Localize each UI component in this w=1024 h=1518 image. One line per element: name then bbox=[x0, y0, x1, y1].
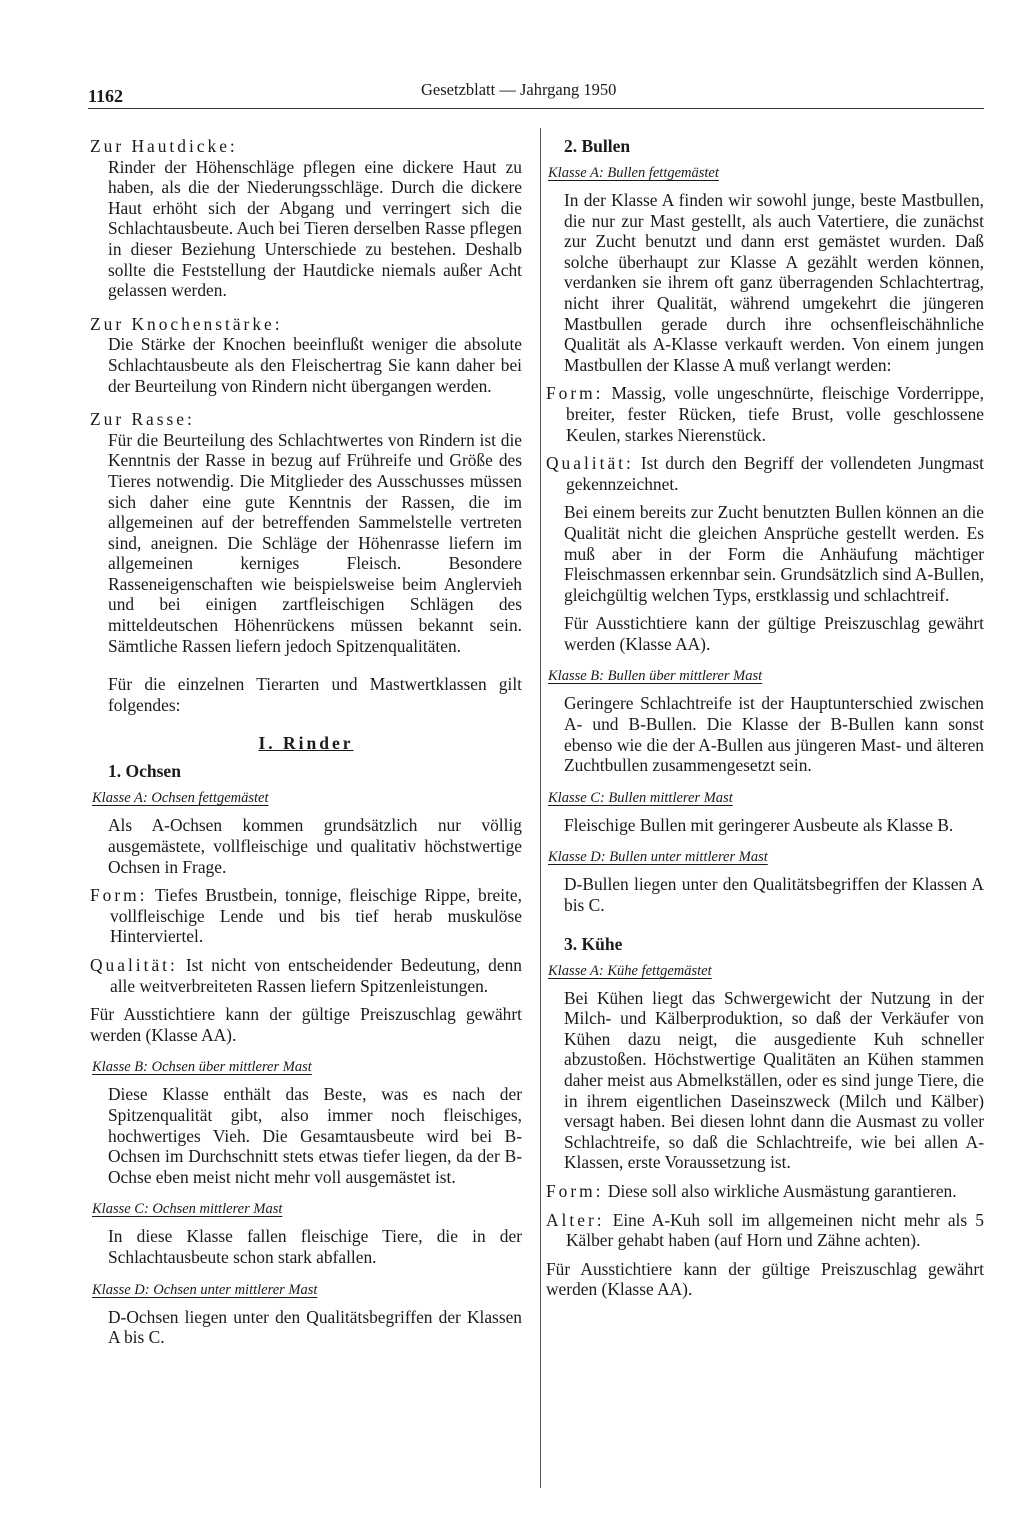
header-rule bbox=[88, 108, 984, 109]
klasse-label-bullen-d: Klasse D: Bullen unter mittlerer Mast bbox=[548, 849, 768, 866]
klasse-label-bullen-b: Klasse B: Bullen über mittlerer Mast bbox=[548, 668, 763, 685]
kuehe-a-alter bbox=[546, 1210, 984, 1251]
term-qualitaet: Qualität: bbox=[546, 453, 634, 474]
klasse-label-bullen-a: Klasse A: Bullen fettgemästet bbox=[548, 165, 719, 181]
left-column bbox=[90, 128, 522, 1348]
paragraph-ochsen-aa: Für Ausstichtiere kann der gültige Preiszuschlag gewährt werden (Klasse AA). bbox=[90, 1004, 522, 1045]
page-number: 1162 bbox=[88, 86, 124, 106]
kuehe-a-form-text: Diese soll also wirkliche Ausmästung garantieren. bbox=[607, 1180, 957, 1201]
section-label-hautdicke: Zur Hautdicke: bbox=[90, 136, 238, 156]
paragraph-bullen-zucht: Bei einem bereits zur Zucht benutzten Bullen können an die Qualität nicht die gleichen Ansprüche gestellt werden. Es muß aber in der Form die Anhäufung mächtiger Fleischmassen erkennbar sein. Grundsätzlich sind A-Bullen, gleichgültig welchen Typs, erstklassig und schlachtreif. bbox=[564, 502, 984, 605]
bullen-a-form-text: Massig, volle ungeschnürte, fleischige Vorderrippe, breiter, fester Rücken, tiefe Brust, volle geschlossene Keulen, starkes Nierenstück. bbox=[566, 383, 984, 445]
paragraph-ochsen-a: Als A-Ochsen kommen grundsätzlich nur völlig ausgemästete, vollfleischige und qualitativ höchstwertige Ochsen in Frage. bbox=[108, 815, 522, 877]
paragraph-hautdicke: Rinder der Höhenschläge pflegen eine dickere Haut zu haben, als die der Niederungsschläge. Durch die dickere Haut erhöht sich der Abgang und verringert sich die Schlachtausbeute. Auch bei Tieren derselben Rasse pflegen in dieser Beziehung Unterschiede zu bestehen. Deshalb sollte die Feststellung der Hautdicke niemals außer Acht gelassen werden. bbox=[108, 156, 522, 301]
bullen-a-qualitaet-text: Ist durch den Begriff der vollendeten Jungmast gekennzeichnet. bbox=[566, 453, 984, 494]
paragraph-rasse: Für die Beurteilung des Schlachtwertes von Rindern ist die Kenntnis der Rasse in bezug auf Frühreife und Größe des Tieres notwendig. Die Mitglieder des Ausschusses müssen sich daher eine gute Kenntnis der Rassen, die im allgemeinen auf der betreffenden Sammelstelle vertreten sind, aneignen. Die Schläge der Höhenrasse liefern im allgemeinen kerniges Fleisch. Besondere Rasseneigenschaften wie beispielsweise beim Anglervieh und bei einigen zartfleischigen Schlägen des mitteldeutschen Höhenrückens müssen bekannt sein. Sämtliche Rassen liefern jedoch Spitzenqualitäten. bbox=[108, 429, 522, 656]
heading-ochsen: 1. Ochsen bbox=[108, 761, 181, 782]
running-title: Gesetzblatt — Jahrgang 1950 bbox=[421, 80, 617, 99]
kuehe-a-form bbox=[546, 1181, 984, 1202]
paragraph-kuehe-a: Bei Kühen liegt das Schwergewicht der Nutzung in der Milch- und Kälberproduktion, so daß der Verkäufer von Kühen dazu neigt, die ausgediente Kuh schneller abzustoßen. Höchstwertige Qualitäten an Kühen stammen daher meist aus Abmelkställen, oder es sind junge Tiere, die in ihrem eigentlichen Daseinszweck (Milch und Kälber) versagt haben. Bei diesen lohnt dann die Ausmast zu voller Schlachtreife, so daß die Schlachtreife, wie bei allen A-Klassen, erste Voraussetzung ist. bbox=[564, 987, 984, 1173]
kuehe-a-alter-text: Eine A-Kuh soll im allgemeinen nicht mehr als 5 Kälber gehabt haben (auf Horn und Zähne achten). bbox=[566, 1209, 984, 1251]
term-alter: Alter: bbox=[546, 1209, 605, 1230]
klasse-label-bullen-c: Klasse C: Bullen mittlerer Mast bbox=[548, 789, 733, 806]
section-label-rasse: Zur Rasse: bbox=[90, 409, 195, 430]
paragraph-ochsen-d: D-Ochsen liegen unter den Qualitätsbegriffen der Klassen A bis C. bbox=[108, 1306, 522, 1348]
column-divider bbox=[540, 128, 541, 1488]
section-label-knochenstaerke: Zur Knochenstärke: bbox=[90, 313, 283, 334]
paragraph-ochsen-b: Diese Klasse enthält das Beste, was es nach der Spitzenqualität gibt, also immer noch fleischiges, hochwertiges Vieh. Die Gesamtausbeute wird bei B-Ochsen im Durchschnitt stets etwas tiefer liegen, da der B-Ochse eben meist nicht mehr voll ausgemästet ist. bbox=[108, 1084, 522, 1187]
ochsen-a-qualitaet-text: Ist nicht von entscheidender Bedeutung, denn alle weitverbreiteten Rassen liefern Spitzenleistungen. bbox=[110, 955, 522, 996]
term-qualitaet: Qualität: bbox=[90, 955, 178, 975]
paragraph-bullen-aa: Für Ausstichtiere kann der gültige Preiszuschlag gewährt werden (Klasse AA). bbox=[564, 613, 984, 654]
paragraph-bullen-a: In der Klasse A finden wir sowohl junge, beste Mastbullen, die nur zur Mast gestellt, als auch Vatertiere, die zunächst zur Zucht benutzt und dann erst gemästet wurden. Daß solche überhaupt zur Klasse A gezählt werden können, verdanken sie ihrem oft ganz überragenden Schlachtertrag, nicht ihrer Qualität, während umgekehrt die jüngeren Mastbullen gerade durch ihre ochsenfleischähnliche Qualität als A-Klasse verkauft werden. Von einem jungen Mastbullen der Klasse A muß verlangt werden: bbox=[564, 190, 984, 375]
paragraph-bullen-c: Fleischige Bullen mit geringerer Ausbeute als Klasse B. bbox=[564, 814, 954, 835]
paragraph-intro: Für die einzelnen Tierarten und Mastwertklassen gilt folgendes: bbox=[108, 674, 522, 715]
heading-bullen: 2. Bullen bbox=[564, 136, 631, 156]
klasse-label-ochsen-d: Klasse D: Ochsen unter mittlerer Mast bbox=[92, 1281, 318, 1298]
klasse-label-ochsen-a: Klasse A: Ochsen fettgemästet bbox=[92, 790, 269, 807]
bullen-a-qualitaet bbox=[546, 453, 984, 494]
term-form: Form: bbox=[90, 885, 148, 906]
paragraph-kuehe-aa: Für Ausstichtiere kann der gültige Preiszuschlag gewährt werden (Klasse AA). bbox=[546, 1258, 984, 1300]
paragraph-ochsen-c: In diese Klasse fallen fleischige Tiere, die in der Schlachtausbeute schon stark abfallen. bbox=[108, 1226, 522, 1267]
heading-kuehe: 3. Kühe bbox=[564, 933, 623, 954]
bullen-a-form bbox=[546, 383, 984, 445]
ochsen-a-form bbox=[90, 885, 522, 947]
klasse-label-ochsen-c: Klasse C: Ochsen mittlerer Mast bbox=[92, 1201, 283, 1218]
paragraph-bullen-d: D-Bullen liegen unter den Qualitätsbegriffen der Klassen A bis C. bbox=[564, 874, 984, 916]
term-form: Form: bbox=[546, 383, 604, 404]
term-form: Form: bbox=[546, 1180, 604, 1201]
paragraph-knochenstaerke: Die Stärke der Knochen beeinflußt weniger die absolute Schlachtausbeute als den Fleischertrag Sie kann daher bei der Beurteilung von Rindern nicht übergangen werden. bbox=[108, 334, 522, 396]
ochsen-a-form-text: Tiefes Brustbein, tonnige, fleischige Rippe, breite, vollfleischige Lende und bis tief herab muskulöse Hinterviertel. bbox=[110, 885, 522, 947]
klasse-label-ochsen-b: Klasse B: Ochsen über mittlerer Mast bbox=[92, 1059, 312, 1076]
klasse-label-kuehe-a: Klasse A: Kühe fettgemästet bbox=[548, 962, 712, 979]
ochsen-a-qualitaet bbox=[90, 955, 522, 996]
section-title-rinder: I. Rinder bbox=[258, 733, 354, 754]
right-column bbox=[546, 128, 984, 1300]
paragraph-bullen-b: Geringere Schlachtreife ist der Hauptunterschied zwischen A- und B-Bullen. Die Klasse der B-Bullen kann sonst ebenso wie die der A-Bullen aus jüngeren Mast- und älteren Zuchtbullen zusammengesetzt sein. bbox=[564, 693, 984, 776]
